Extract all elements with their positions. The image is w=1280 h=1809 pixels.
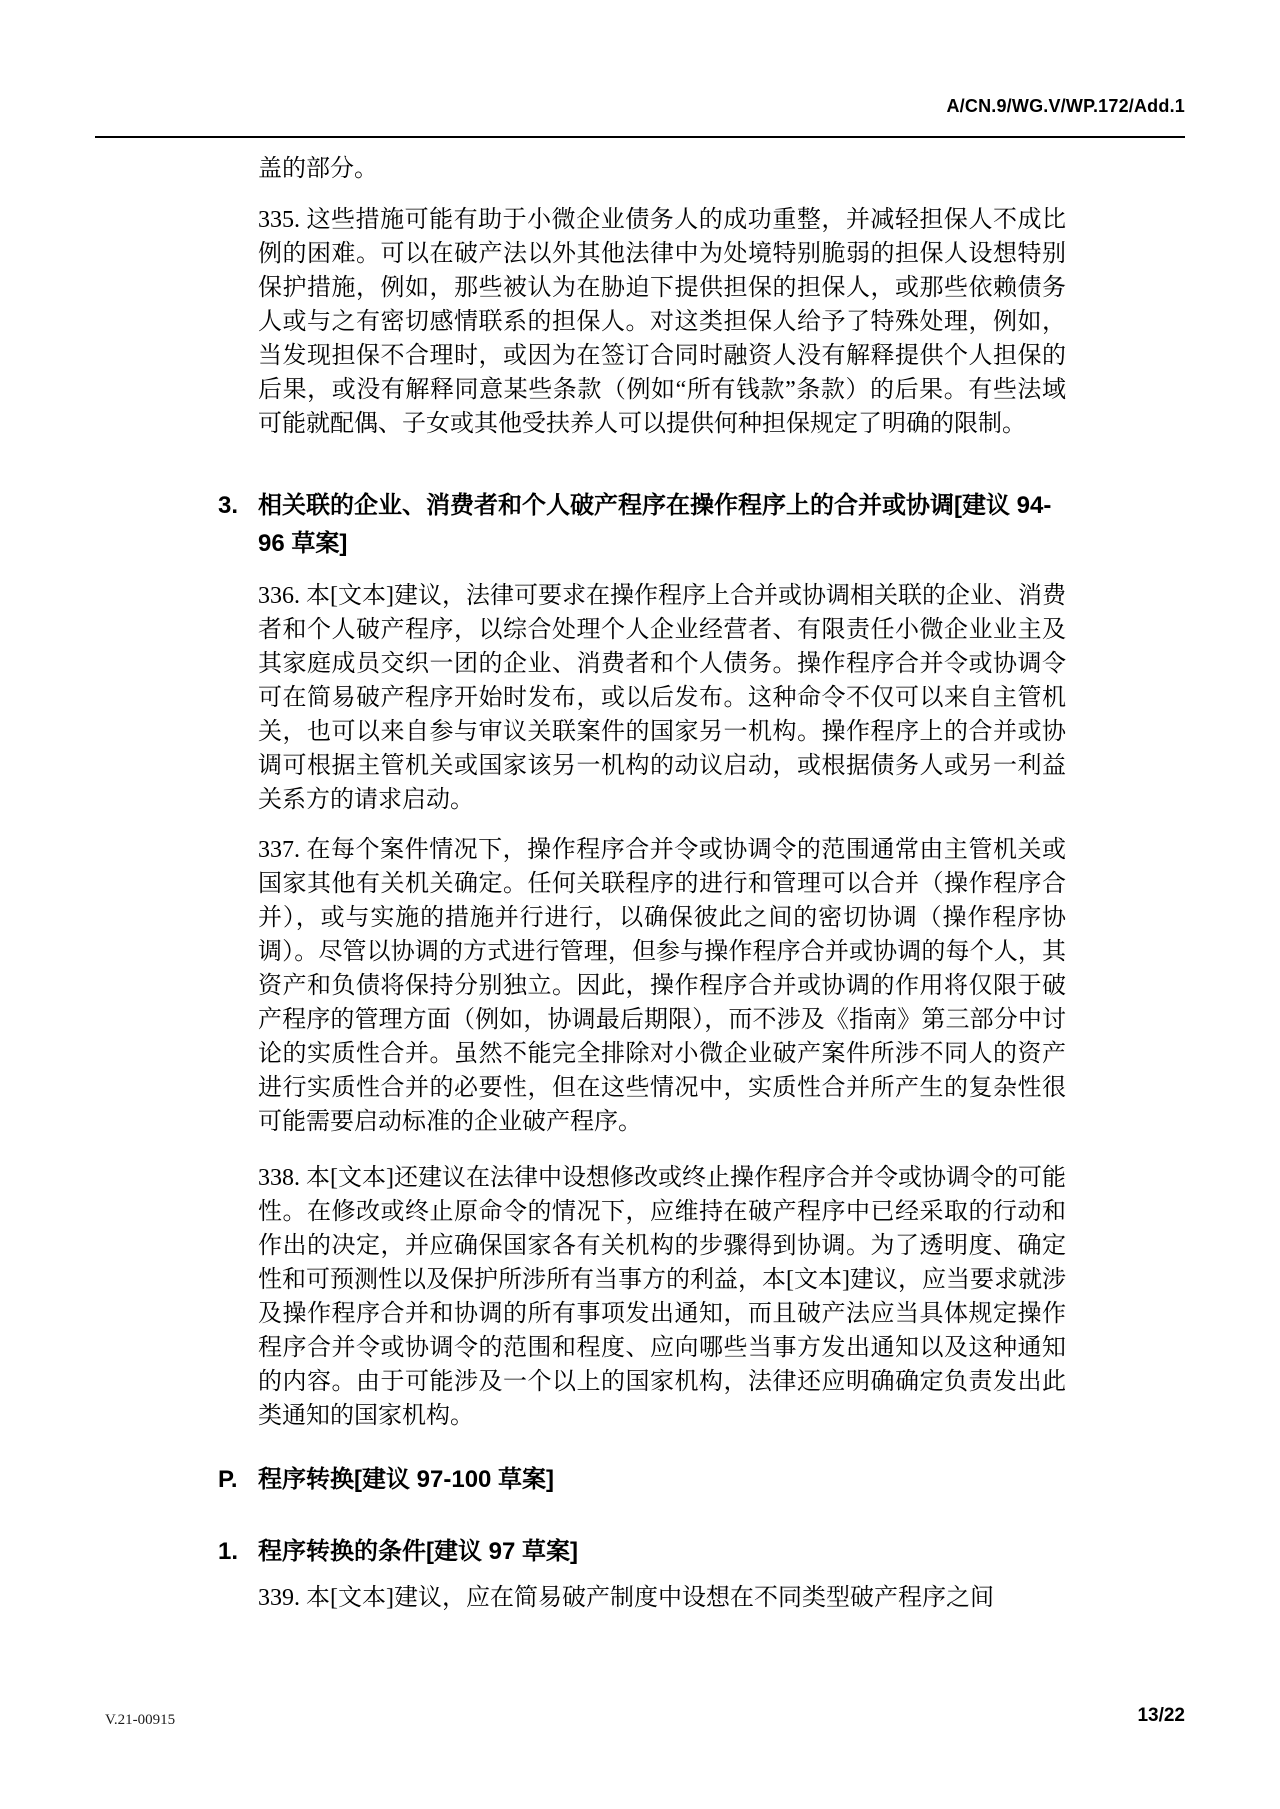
section-heading-3	[218, 487, 1066, 563]
section-P-number: P.	[218, 1466, 238, 1493]
paragraph-338: 338. 本[文本]还建议在法律中设想修改或终止操作程序合并令或协调令的可能性。在修改或终止原命令的情况下，应维持在破产程序中已经采取的行动和作出的决定，并应确保国家各有关机构的步骤得到协调。为了透明度、确定性和可预测性以及保护所涉所有当事方的利益，本[文本]建议，应当要求就涉及操作程序合并和协调的所有事项发出通知，而且破产法应当具体规定操作程序合并令或协调令的范围和程度、应向哪些当事方发出通知以及这种通知的内容。由于可能涉及一个以上的国家机构，法律还应明确确定负责发出此类通知的国家机构。	[258, 1165, 1066, 1429]
document-body	[218, 152, 1066, 1615]
section-1-title: 程序转换的条件[建议 97 草案]	[258, 1538, 579, 1565]
carryover-paragraph: 盖的部分。	[258, 156, 378, 182]
section-P-title: 程序转换[建议 97-100 草案]	[258, 1466, 555, 1493]
doc-symbol: A/CN.9/WG.V/WP.172/Add.1	[946, 96, 1185, 116]
section-3-number: 3.	[218, 492, 239, 519]
page-number: 13/22	[1137, 1705, 1185, 1726]
paragraph-337: 337. 在每个案件情况下，操作程序合并令或协调令的范围通常由主管机关或国家其他有关机关确定。任何关联程序的进行和管理可以合并（操作程序合并），或与实施的措施并行进行，以确保彼此之间的密切协调（操作程序协调）。尽管以协调的方式进行管理，但参与操作程序合并或协调的每个人，其资产和负债将保持分别独立。因此，操作程序合并或协调的作用将仅限于破产程序的管理方面（例如，协调最后期限），而不涉及《指南》第三部分中讨论的实质性合并。虽然不能完全排除对小微企业破产案件所涉不同人的资产进行实质性合并的必要性，但在这些情况中，实质性合并所产生的复杂性很可能需要启动标准的企业破产程序。	[258, 837, 1066, 1135]
section-heading-P	[218, 1461, 1066, 1499]
paragraph-339: 339. 本[文本]建议，应在简易破产制度中设想在不同类型破产程序之间	[258, 1585, 994, 1611]
footer-doc-number: V.21-00915	[105, 1712, 176, 1728]
section-1-number: 1.	[218, 1538, 239, 1565]
section-heading-1	[218, 1533, 1066, 1571]
paragraph-335: 335. 这些措施可能有助于小微企业债务人的成功重整，并减轻担保人不成比例的困难。可以在破产法以外其他法律中为处境特别脆弱的担保人设想特别保护措施，例如，那些被认为在胁迫下提供担保的担保人，或那些依赖债务人或与之有密切感情联系的担保人。对这类担保人给予了特殊处理，例如，当发现担保不合理时，或因为在签订合同时融资人没有解释提供个人担保的后果，或没有解释同意某些条款（例如“所有钱款”条款）的后果。有些法域可能就配偶、子女或其他受扶养人可以提供何种担保规定了明确的限制。	[258, 207, 1066, 437]
paragraph-336: 336. 本[文本]建议，法律可要求在操作程序上合并或协调相关联的企业、消费者和个人破产程序，以综合处理个人企业经营者、有限责任小微企业业主及其家庭成员交织一团的企业、消费者和个人债务。操作程序合并令或协调令可在简易破产程序开始时发布，或以后发布。这种命令不仅可以来自主管机关，也可以来自参与审议关联案件的国家另一机构。操作程序上的合并或协调可根据主管机关或国家该另一机构的动议启动，或根据债务人或另一利益关系方的请求启动。	[258, 583, 1066, 813]
section-3-title: 相关联的企业、消费者和个人破产程序在操作程序上的合并或协调[建议 94-96 草案]	[258, 492, 1052, 557]
header-rule	[95, 136, 1185, 138]
